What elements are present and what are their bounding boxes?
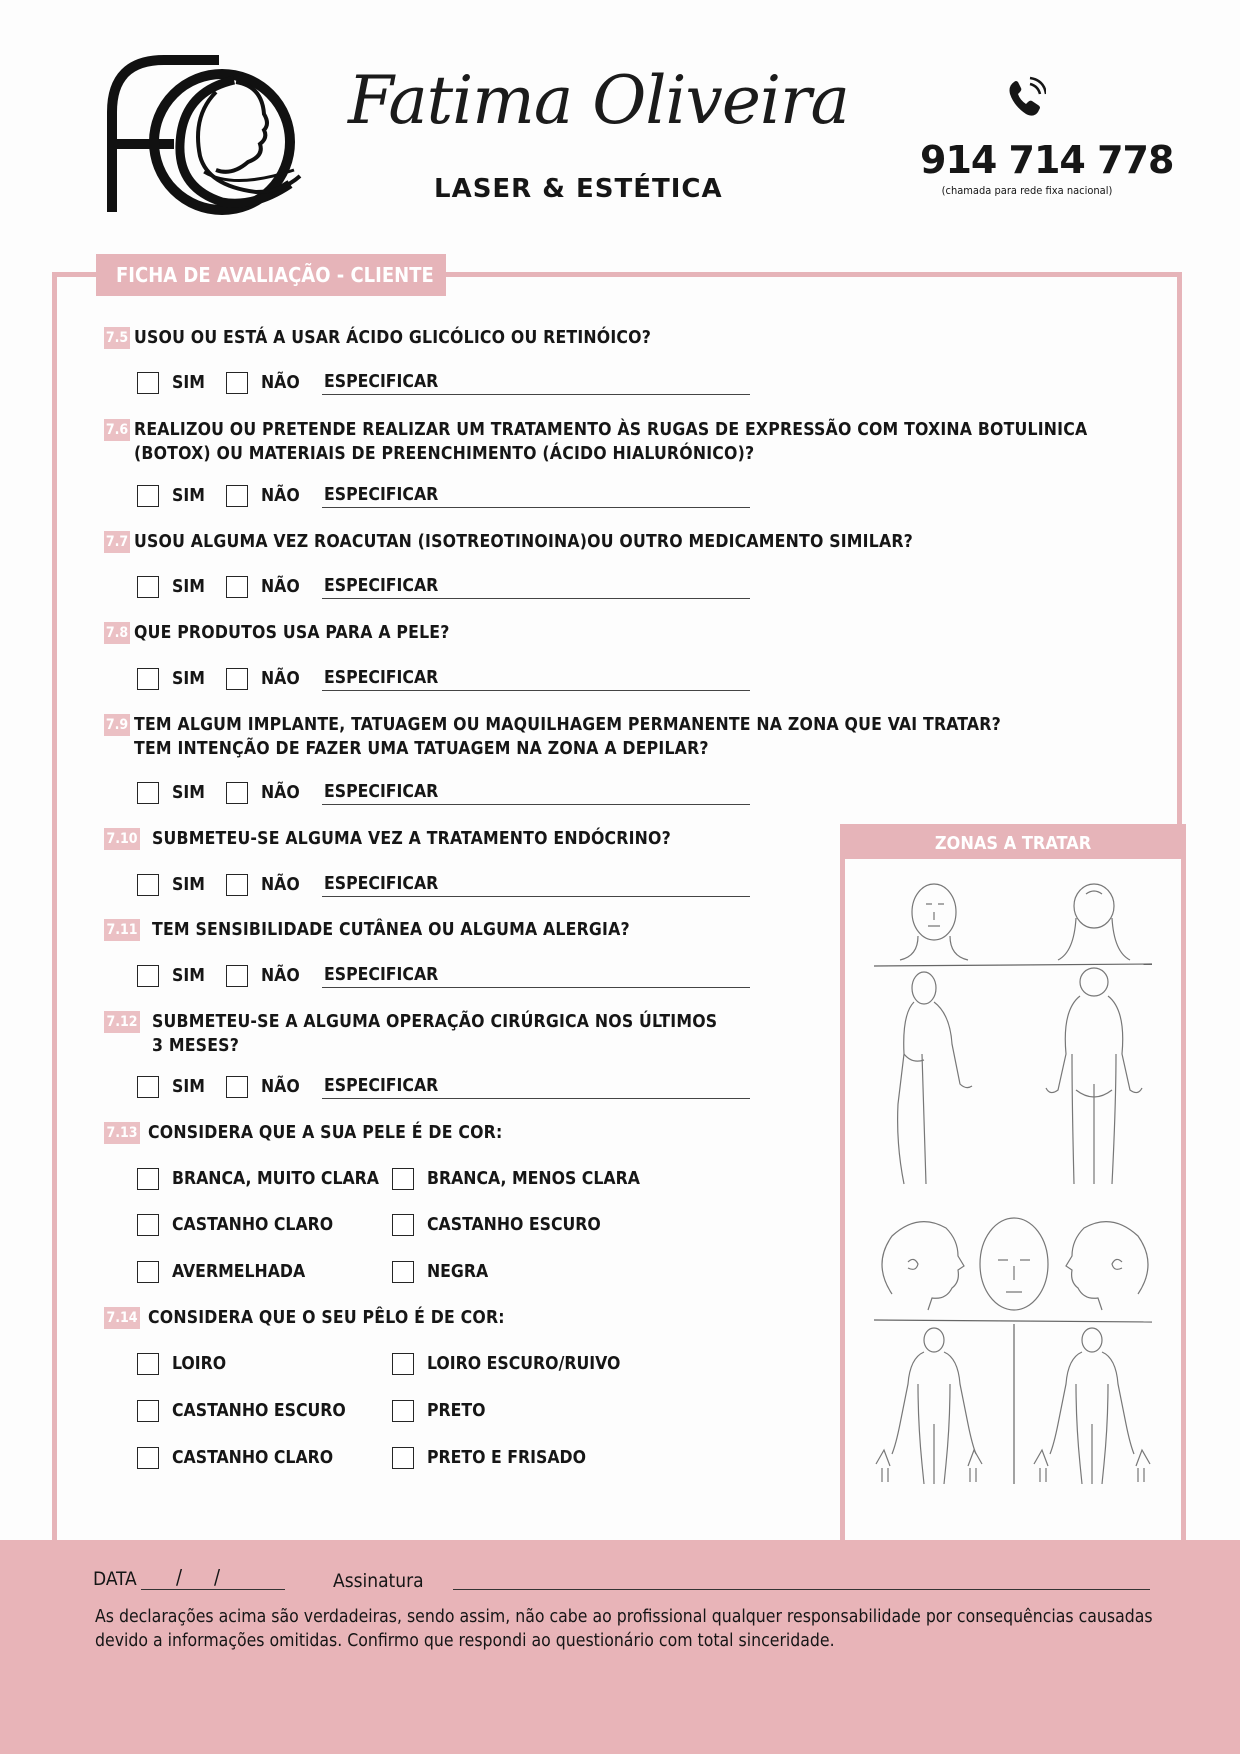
no-label: NÃO: [261, 875, 300, 895]
yes-label: SIM: [172, 1077, 205, 1097]
option-checkbox[interactable]: [137, 1261, 159, 1283]
no-checkbox[interactable]: [226, 485, 248, 507]
brand-subtitle: LASER & ESTÉTICA: [434, 174, 723, 204]
no-checkbox[interactable]: [226, 576, 248, 598]
signature-label: Assinatura: [333, 1570, 424, 1592]
signature-field[interactable]: [453, 1589, 1150, 1590]
yes-checkbox[interactable]: [137, 576, 159, 598]
option-label: NEGRA: [427, 1262, 489, 1282]
option-label: LOIRO: [172, 1354, 227, 1374]
no-label: NÃO: [261, 577, 300, 597]
phone-icon: [1006, 76, 1046, 118]
specify-field[interactable]: ESPECIFICAR: [322, 1075, 750, 1099]
option-label: PRETO E FRISADO: [427, 1448, 586, 1468]
yes-label: SIM: [172, 669, 205, 689]
specify-field[interactable]: ESPECIFICAR: [322, 964, 750, 988]
option-checkbox[interactable]: [392, 1447, 414, 1469]
no-checkbox[interactable]: [226, 372, 248, 394]
question-text: USOU ALGUMA VEZ ROACUTAN (ISOTREOTINOINA)OU OUTRO MEDICAMENTO SIMILAR?: [134, 532, 913, 552]
question-text: REALIZOU OU PRETENDE REALIZAR UM TRATAMENTO ÀS RUGAS DE EXPRESSÃO COM TOXINA BOTULINICA: [134, 420, 1088, 440]
option-label: BRANCA, MUITO CLARA: [172, 1169, 379, 1189]
option-checkbox[interactable]: [392, 1400, 414, 1422]
no-checkbox[interactable]: [226, 874, 248, 896]
no-label: NÃO: [261, 669, 300, 689]
date-separator: /: [176, 1565, 183, 1589]
question-number: 7.5: [104, 327, 130, 349]
specify-field[interactable]: ESPECIFICAR: [322, 484, 750, 508]
option-label: CASTANHO CLARO: [172, 1448, 334, 1468]
question-text: 3 MESES?: [152, 1036, 240, 1056]
option-checkbox[interactable]: [137, 1168, 159, 1190]
option-label: AVERMELHADA: [172, 1262, 306, 1282]
yes-checkbox[interactable]: [137, 668, 159, 690]
question-number: 7.10: [104, 828, 140, 850]
yes-label: SIM: [172, 875, 205, 895]
fo-logo-icon: [104, 52, 304, 220]
no-label: NÃO: [261, 966, 300, 986]
body-zones-diagram-icon[interactable]: [862, 864, 1168, 1492]
option-label: LOIRO ESCURO/RUIVO: [427, 1354, 621, 1374]
option-checkbox[interactable]: [392, 1214, 414, 1236]
question-number: 7.8: [104, 622, 130, 644]
question-number: 7.13: [104, 1122, 140, 1144]
no-label: NÃO: [261, 783, 300, 803]
yes-checkbox[interactable]: [137, 1076, 159, 1098]
option-checkbox[interactable]: [137, 1447, 159, 1469]
specify-field[interactable]: ESPECIFICAR: [322, 667, 750, 691]
option-checkbox[interactable]: [137, 1353, 159, 1375]
option-label: CASTANHO ESCURO: [172, 1401, 346, 1421]
question-text: (BOTOX) OU MATERIAIS DE PREENCHIMENTO (ÁCIDO HIALURÓNICO)?: [134, 444, 755, 464]
form-title: FICHA DE AVALIAÇÃO - CLIENTE: [96, 254, 446, 296]
question-number: 7.12: [104, 1011, 140, 1033]
phone-note: (chamada para rede fixa nacional): [941, 184, 1113, 197]
no-label: NÃO: [261, 1077, 300, 1097]
option-checkbox[interactable]: [392, 1168, 414, 1190]
question-number: 7.7: [104, 531, 130, 553]
yes-checkbox[interactable]: [137, 485, 159, 507]
no-label: NÃO: [261, 486, 300, 506]
yes-label: SIM: [172, 783, 205, 803]
question-text: USOU OU ESTÁ A USAR ÁCIDO GLICÓLICO OU RETINÓICO?: [134, 328, 652, 348]
question-text: TEM INTENÇÃO DE FAZER UMA TATUAGEM NA ZONA A DEPILAR?: [134, 739, 709, 759]
date-input[interactable]: [141, 1589, 285, 1590]
date-label: DATA: [93, 1568, 137, 1590]
question-text: CONSIDERA QUE A SUA PELE É DE COR:: [148, 1123, 503, 1143]
yes-checkbox[interactable]: [137, 372, 159, 394]
date-separator: /: [214, 1565, 221, 1589]
yes-label: SIM: [172, 486, 205, 506]
question-text: SUBMETEU-SE A ALGUMA OPERAÇÃO CIRÚRGICA NOS ÚLTIMOS: [152, 1012, 718, 1032]
option-label: BRANCA, MENOS CLARA: [427, 1169, 640, 1189]
option-checkbox[interactable]: [137, 1400, 159, 1422]
specify-field[interactable]: ESPECIFICAR: [322, 781, 750, 805]
no-checkbox[interactable]: [226, 668, 248, 690]
question-text: TEM SENSIBILIDADE CUTÂNEA OU ALGUMA ALERGIA?: [152, 920, 630, 940]
no-checkbox[interactable]: [226, 782, 248, 804]
option-checkbox[interactable]: [392, 1353, 414, 1375]
yes-checkbox[interactable]: [137, 965, 159, 987]
brand-name: Fatima Oliveira: [348, 62, 849, 139]
question-number: 7.14: [104, 1307, 140, 1329]
option-checkbox[interactable]: [137, 1214, 159, 1236]
specify-field[interactable]: ESPECIFICAR: [322, 575, 750, 599]
disclaimer-text: As declarações acima são verdadeiras, sendo assim, não cabe ao profissional qualquer responsabilidade por consequências causadas devido a informações omitidas. Confirmo que respondi ao questionário com total sinceridade.: [95, 1607, 1153, 1651]
phone-number: 914 714 778: [920, 138, 1174, 182]
question-text: QUE PRODUTOS USA PARA A PELE?: [134, 623, 450, 643]
no-label: NÃO: [261, 373, 300, 393]
yes-checkbox[interactable]: [137, 782, 159, 804]
question-text: TEM ALGUM IMPLANTE, TATUAGEM OU MAQUILHAGEM PERMANENTE NA ZONA QUE VAI TRATAR?: [134, 715, 1001, 735]
yes-checkbox[interactable]: [137, 874, 159, 896]
zones-title: ZONAS A TRATAR: [845, 829, 1181, 859]
question-number: 7.11: [104, 919, 140, 941]
question-text: SUBMETEU-SE ALGUMA VEZ A TRATAMENTO ENDÓCRINO?: [152, 829, 671, 849]
yes-label: SIM: [172, 577, 205, 597]
specify-field[interactable]: ESPECIFICAR: [322, 371, 750, 395]
yes-label: SIM: [172, 373, 205, 393]
option-label: PRETO: [427, 1401, 486, 1421]
question-text: CONSIDERA QUE O SEU PÊLO É DE COR:: [148, 1308, 505, 1328]
option-label: CASTANHO ESCURO: [427, 1215, 601, 1235]
no-checkbox[interactable]: [226, 1076, 248, 1098]
yes-label: SIM: [172, 966, 205, 986]
question-number: 7.9: [104, 714, 130, 736]
question-number: 7.6: [104, 419, 130, 441]
no-checkbox[interactable]: [226, 965, 248, 987]
option-label: CASTANHO CLARO: [172, 1215, 334, 1235]
specify-field[interactable]: ESPECIFICAR: [322, 873, 750, 897]
option-checkbox[interactable]: [392, 1261, 414, 1283]
